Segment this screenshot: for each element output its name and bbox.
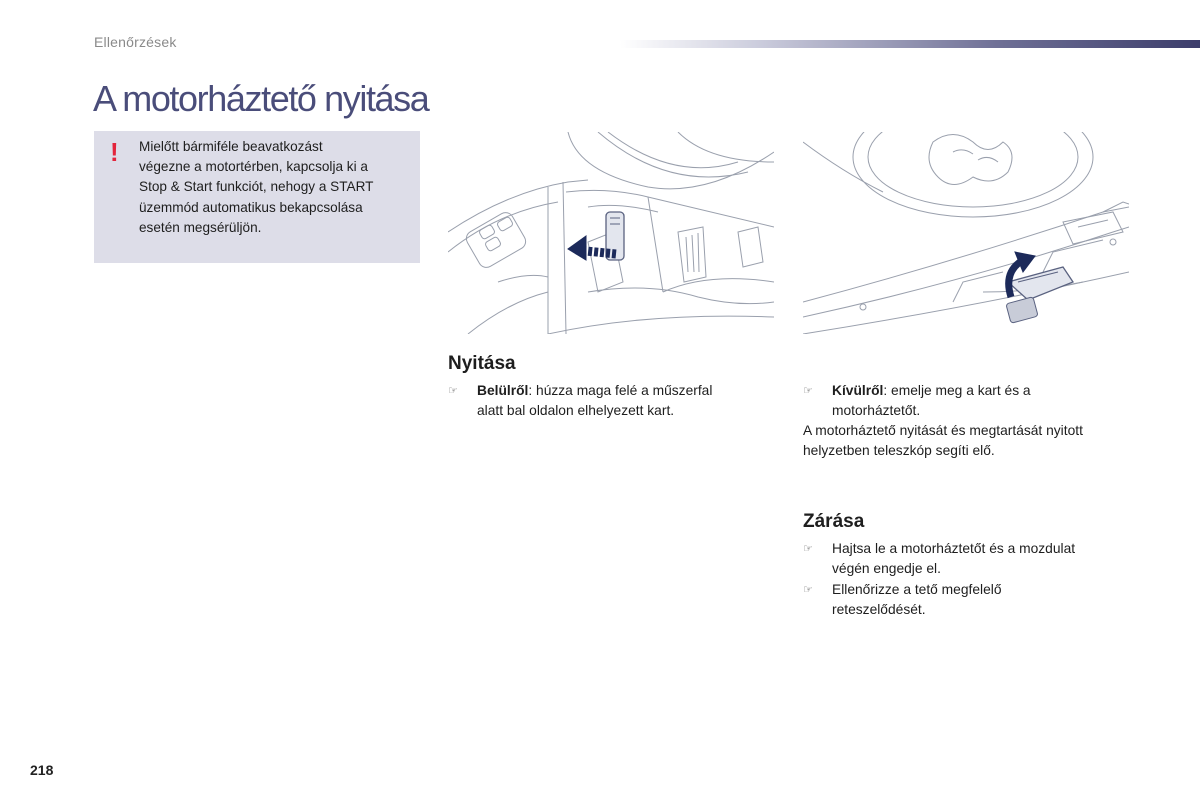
warning-box [94, 131, 420, 263]
note-line: A motorháztető nyitását és megtartását nyitott [803, 423, 1083, 438]
opening-heading: Nyitása [448, 353, 516, 374]
page-title: A motorháztető nyitása [93, 78, 429, 119]
inside-label: Belülről [477, 383, 529, 398]
inside-text-line2: alatt bal oldalon elhelyezett kart. [477, 403, 675, 419]
closing-heading: Zárása [803, 511, 865, 532]
pointing-hand-icon: ☞ [803, 543, 813, 555]
warning-line: Mielőtt bármiféle beavatkozást [139, 139, 323, 154]
closing-step: ☞ Ellenőrizze a tető megfelelő reteszelődését. [803, 582, 1002, 618]
section-label: Ellenőrzések [94, 34, 177, 50]
pointing-hand-icon: ☞ [803, 584, 813, 596]
pointing-hand-icon: ☞ [803, 385, 813, 397]
outside-text-line2: motorháztetőt. [832, 403, 921, 419]
outside-label: Kívülről [832, 383, 884, 398]
exterior-hood-lever-illustration [803, 132, 1129, 334]
warning-line: üzemmód automatikus bekapcsolása [139, 199, 363, 215]
exclamation-icon: ! [110, 137, 119, 167]
warning-line: Stop & Start funkciót, nehogy a START [139, 179, 374, 195]
warning-text [139, 137, 411, 238]
warning-line: esetén megsérüljön. [139, 219, 262, 235]
closing-step: ☞ Hajtsa le a motorháztetőt és a mozdulat végén engedje el. [803, 541, 1076, 577]
outside-instruction [803, 381, 1123, 423]
outside-text: : emelje meg a kart és a [883, 383, 1031, 398]
header-accent-bar [620, 40, 1200, 48]
inside-text: : húzza maga felé a műszerfal [528, 383, 713, 398]
pointing-hand-icon: ☞ [448, 385, 458, 397]
telescope-note [803, 421, 1143, 461]
page-number: 218 [30, 762, 54, 778]
interior-release-lever-illustration [448, 132, 774, 334]
note-line: helyzetben teleszkóp segíti elő. [803, 443, 995, 459]
inside-instruction [448, 381, 768, 423]
warning-line: végezne a motortérben, kapcsolja ki a [139, 159, 368, 175]
